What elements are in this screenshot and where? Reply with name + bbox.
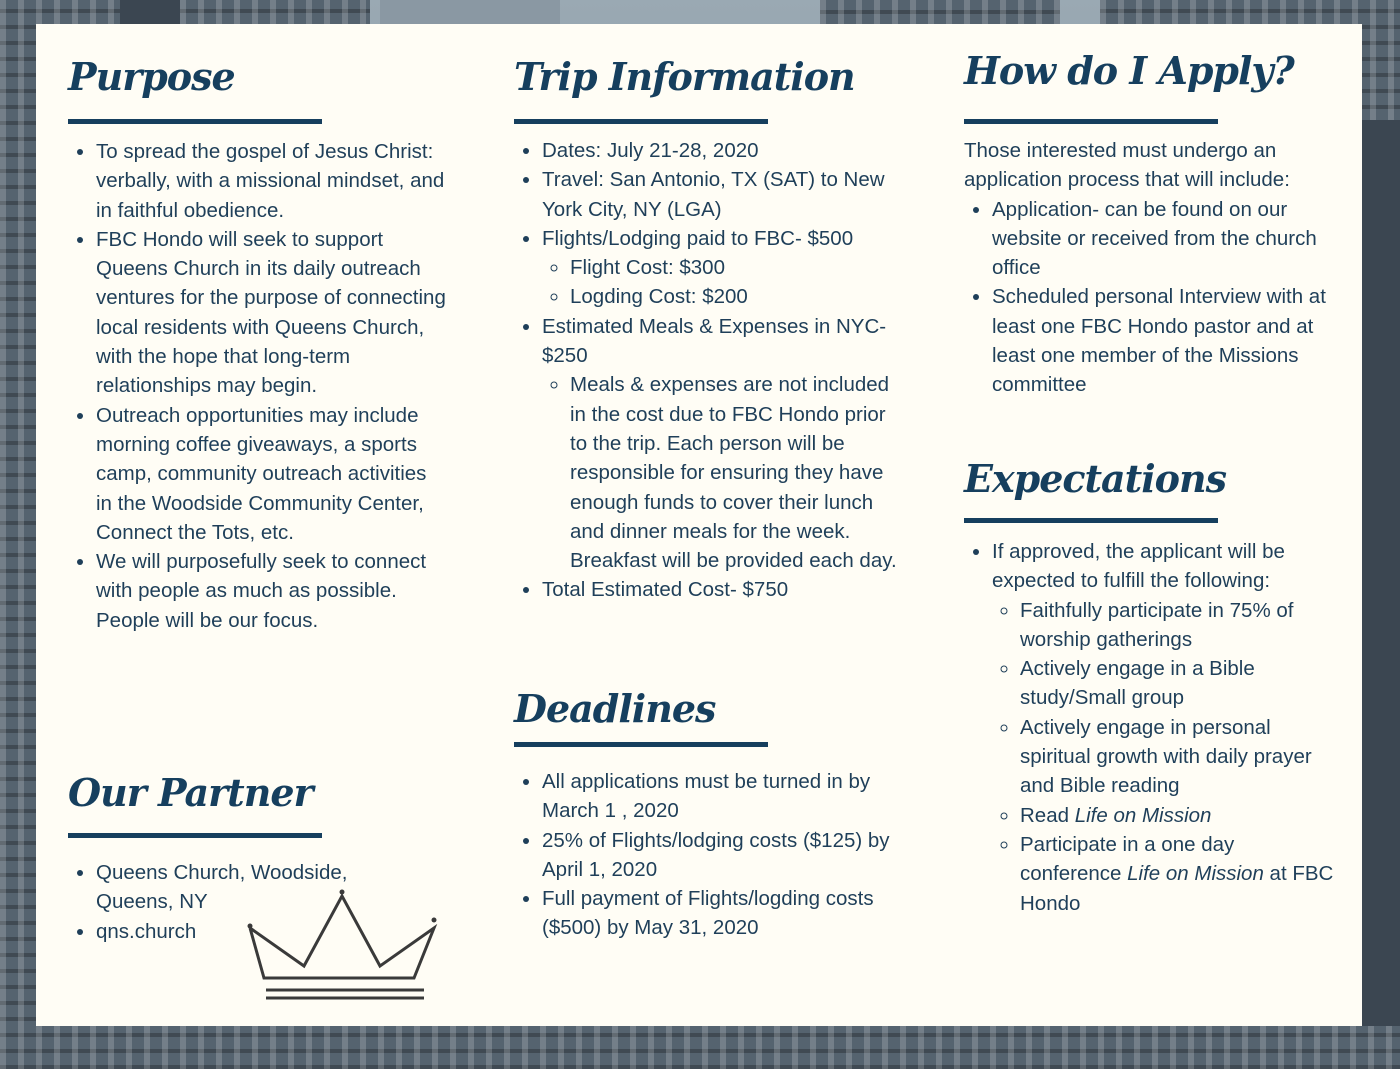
deadline-item: • Full payment of Flights/logding costs ($500) by May 31, 2020 — [542, 884, 894, 943]
trip-divider — [514, 119, 768, 124]
book-title: Life on Mission — [1127, 862, 1264, 886]
trip-meals: • Estimated Meals & Expenses in NYC- $250 ◦ Meals & expenses are not included in the cost due to FBC Hondo prior to the trip. Each person will be responsible for ensuring they have enough funds to cover their lunch and dinner meals for the week. Breakfast will be provided each day. — [542, 312, 906, 576]
partner-divider — [68, 833, 322, 838]
apply-intro: Those interested must undergo an application process that will include: — [964, 139, 1290, 192]
purpose-item: • Outreach opportunities may include morning coffee giveaways, a sports camp, community outreach activities in the Woodside Community Center, Connect the Tots, etc. — [96, 401, 448, 547]
expectations-heading: Expectations — [964, 456, 1227, 501]
apply-divider — [964, 119, 1218, 124]
expectation-conference: ◦ Participate in a one day conference Life on Mission at FBC Hondo — [1020, 830, 1334, 918]
expectation-item: ◦ Actively engage in a Bible study/Small group — [1020, 654, 1334, 713]
deadlines-list — [514, 767, 894, 943]
crown-icon — [242, 886, 442, 1006]
deadlines-divider — [514, 742, 768, 747]
expectation-read-book: ◦ Read Life on Mission — [1020, 801, 1334, 830]
partner-website: • qns.church — [96, 917, 398, 946]
trip-heading: Trip Information — [514, 54, 855, 99]
trip-lodging-cost: ◦ Logding Cost: $200 — [570, 282, 906, 311]
apply-item: • Application- can be found on our website or received from the church office — [992, 195, 1334, 283]
purpose-item: • FBC Hondo will seek to support Queens Church in its daily outreach ventures for the purpose of connecting local residents with Queens Church, with the hope that long-term relationships may begin. — [96, 225, 448, 401]
expectation-item: ◦ Faithfully participate in 75% of worship gatherings — [1020, 596, 1334, 655]
purpose-divider — [68, 119, 322, 124]
apply-item: • Scheduled personal Interview with at least one FBC Hondo pastor and at least one member of the Missions committee — [992, 282, 1334, 399]
partner-item: • Queens Church, Woodside, Queens, NY — [96, 858, 398, 917]
apply-section — [964, 136, 1334, 400]
expectation-item: ◦ Actively engage in personal spiritual growth with daily prayer and Bible reading — [1020, 713, 1334, 801]
deadlines-heading: Deadlines — [514, 686, 716, 731]
purpose-heading: Purpose — [68, 54, 235, 99]
trip-list — [514, 136, 906, 605]
trip-total: • Total Estimated Cost- $750 — [542, 575, 906, 604]
purpose-list — [68, 137, 448, 635]
apply-heading: How do I Apply? — [964, 48, 1294, 93]
brochure-panel — [36, 24, 1362, 1026]
deadline-item: • 25% of Flights/lodging costs ($125) by April 1, 2020 — [542, 826, 894, 885]
deadline-item: • All applications must be turned in by March 1 , 2020 — [542, 767, 894, 826]
trip-flight-cost: ◦ Flight Cost: $300 — [570, 253, 906, 282]
expectations-list — [964, 537, 1334, 918]
book-title: Life on Mission — [1074, 803, 1212, 827]
partner-heading: Our Partner — [68, 770, 313, 815]
purpose-item: • We will purposefully seek to connect with people as much as possible. People will be our focus. — [96, 547, 448, 635]
expectations-lead: • If approved, the applicant will be expected to fulfill the following: ◦ Faithfully participate in 75% of worship gatherings ◦ Actively engage in a Bible study/Small group ◦ Actively engage in personal spiritual growth with daily prayer and Bible reading ◦ Read Life on Mission ◦ Participate in a one day conference Life on Mission at FBC Hondo — [992, 537, 1334, 918]
trip-travel: • Travel: San Antonio, TX (SAT) to New York City, NY (LGA) — [542, 165, 906, 224]
trip-dates: • Dates: July 21-28, 2020 — [542, 136, 906, 165]
expectations-divider — [964, 518, 1218, 523]
purpose-item: • To spread the gospel of Jesus Christ: verbally, with a missional mindset, and in faithful obedience. — [96, 137, 448, 225]
trip-flights-lodging: • Flights/Lodging paid to FBC- $500 ◦ Flight Cost: $300 ◦ Logding Cost: $200 — [542, 224, 906, 312]
trip-meals-note: ◦ Meals & expenses are not included in the cost due to FBC Hondo prior to the trip. Each person will be responsible for ensuring they have enough funds to cover their lunch and dinner meals for the week. Breakfast will be provided each day. — [570, 370, 906, 575]
